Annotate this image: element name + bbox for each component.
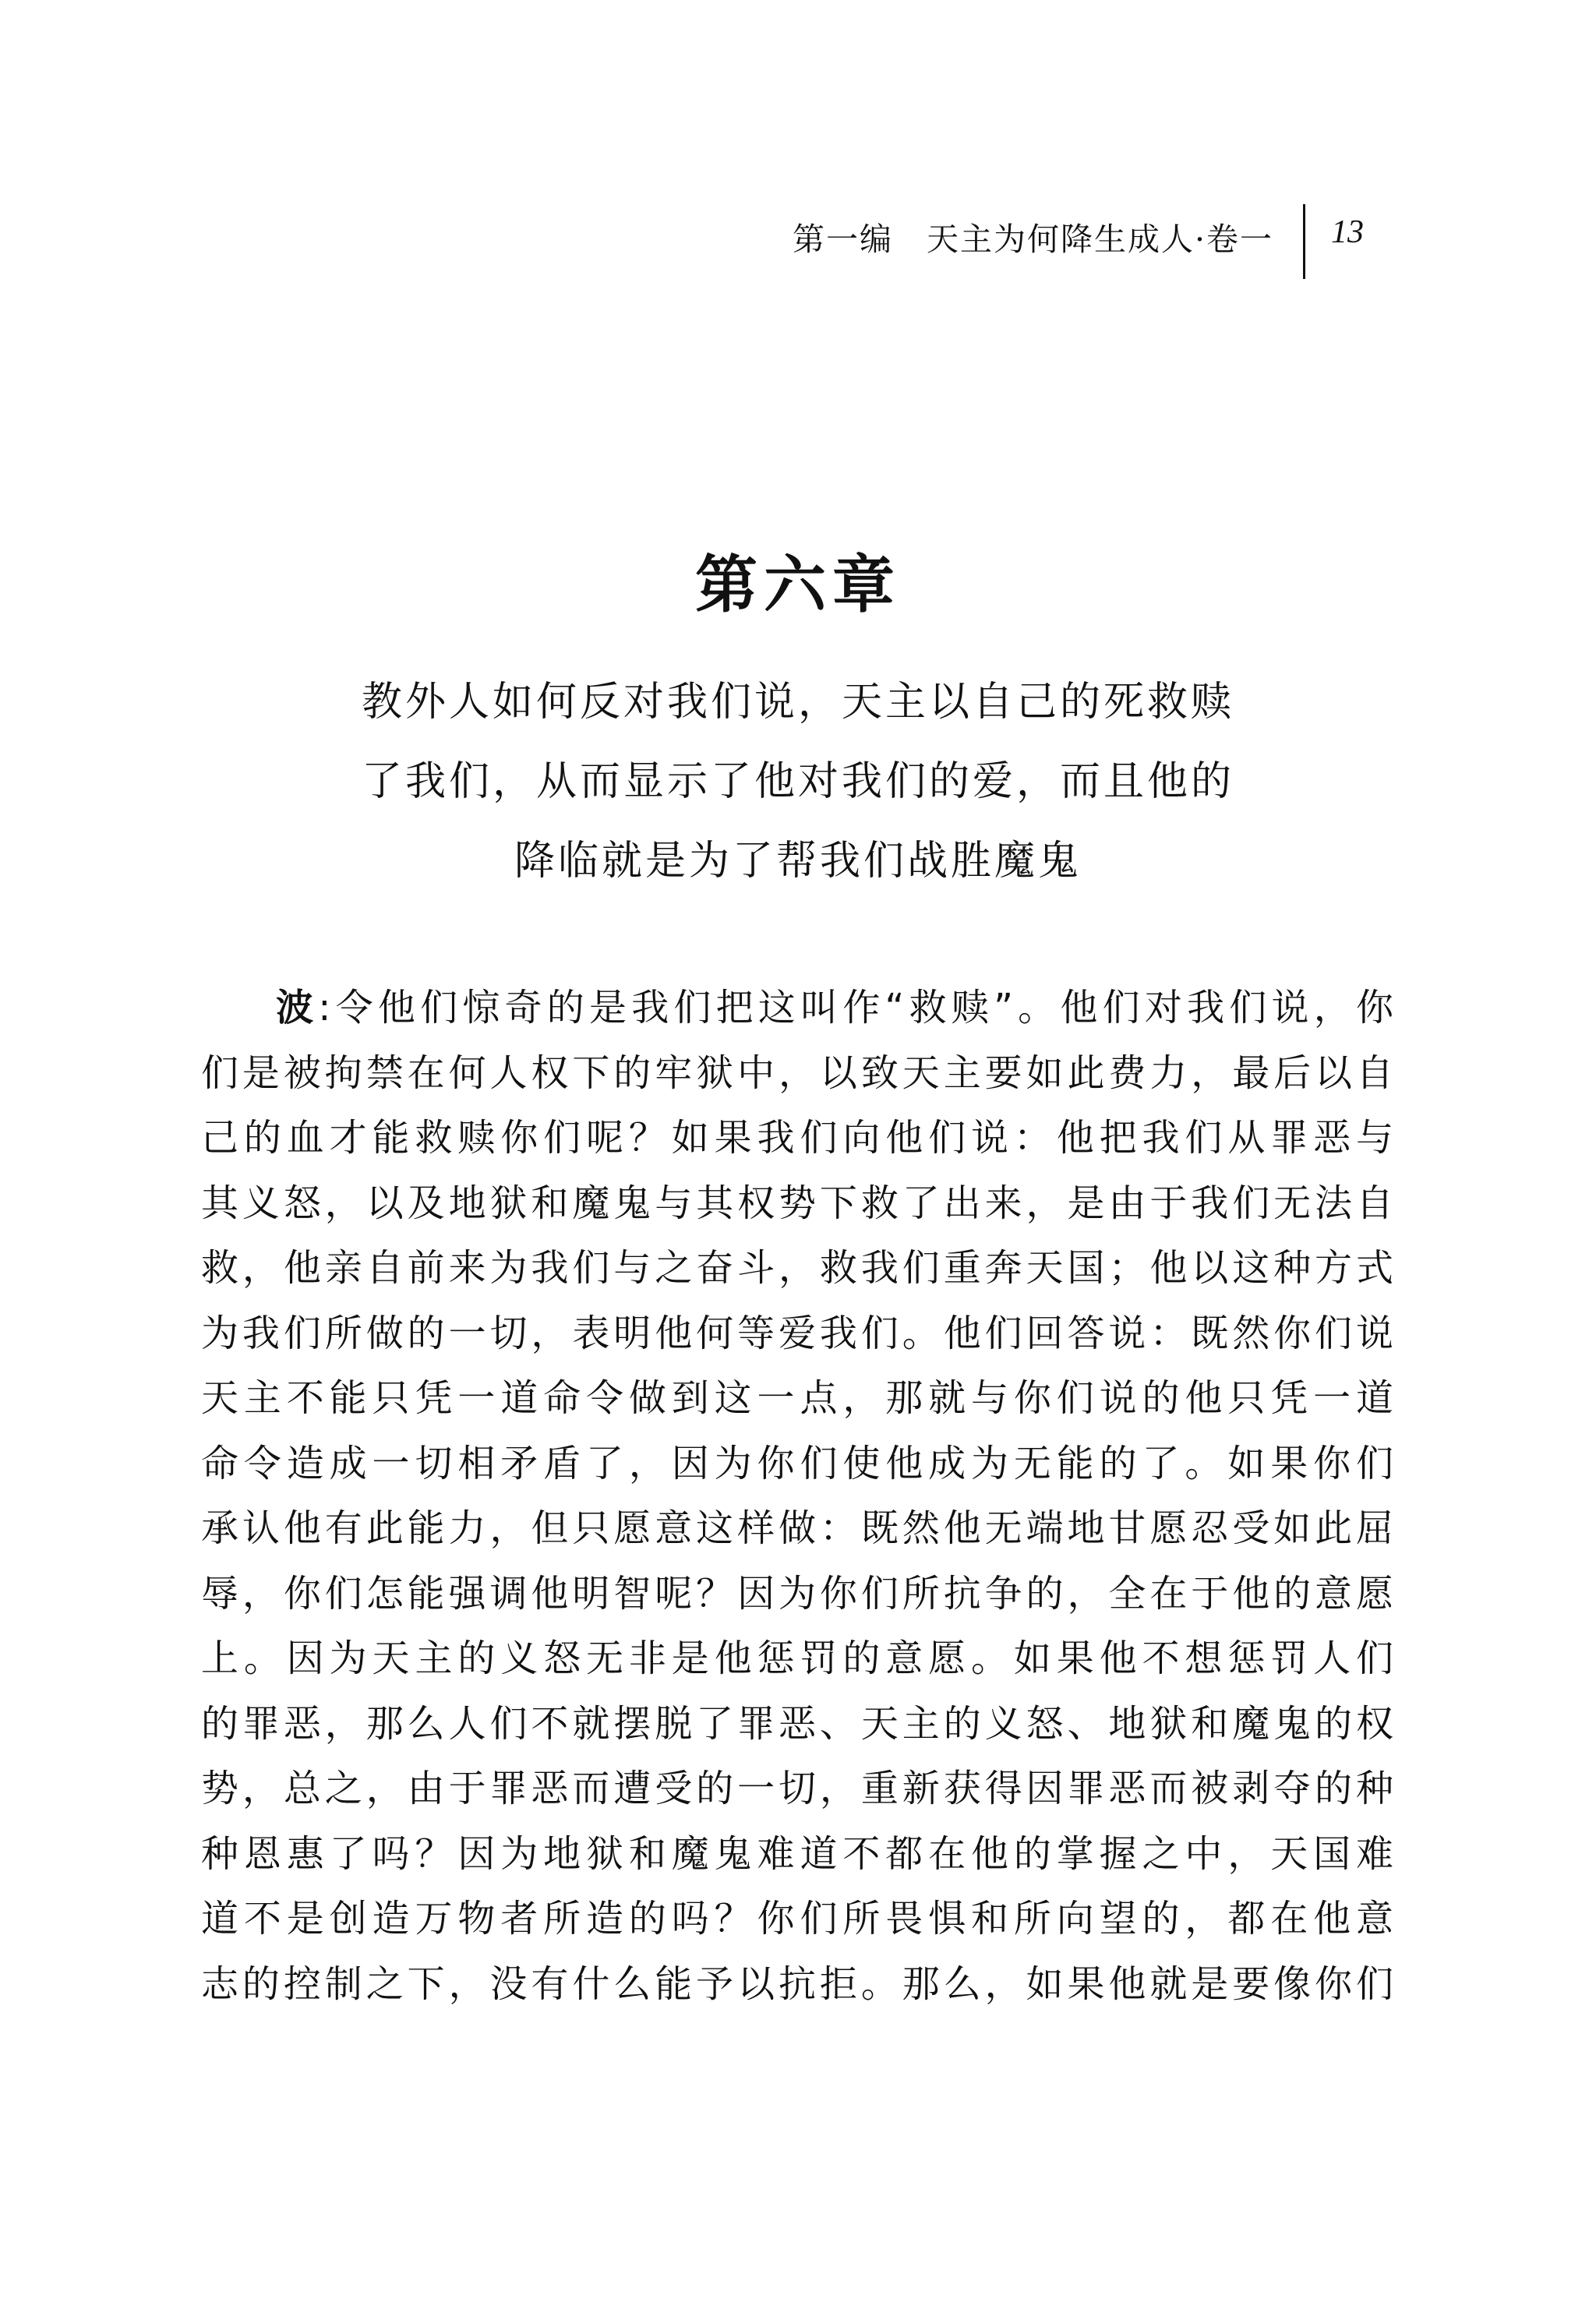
text-line: 己的血才能救赎你们呢？如果我们向他们说：他把我们从罪恶与 [201, 1116, 1393, 1160]
text-line: 势，总之，由于罪恶而遭受的一切，重新获得因罪恶而被剥夺的种 [201, 1767, 1393, 1810]
running-header [748, 204, 1372, 282]
chapter-subtitle-line: 了我们，从而显示了他对我们的爱，而且他的 [361, 758, 1234, 805]
chapter-subtitle-line: 教外人如何反对我们说，天主以自己的死救赎 [361, 679, 1234, 726]
text-line: 天主不能只凭一道命令做到这一点，那就与你们说的他只凭一道 [201, 1376, 1393, 1420]
speaker-label: 波 [276, 986, 319, 1029]
text-line: 命令造成一切相矛盾了，因为你们使他成为无能的了。如果你们 [201, 1441, 1393, 1485]
body-paragraph [201, 976, 1393, 2017]
text-line-content: :令他们惊奇的是我们把这叫作“救赎”。他们对我们说，你 [318, 986, 1393, 1029]
text-line: 辱，你们怎能强调他明智呢？因为你们所抗争的，全在于他的意愿 [201, 1571, 1393, 1616]
page-number: 13 [1331, 214, 1364, 250]
text-line: 道不是创造万物者所造的吗？你们所畏惧和所向望的，都在他意 [201, 1897, 1393, 1940]
text-line: 们是被拘禁在何人权下的牢狱中，以致天主要如此费力，最后以自 [201, 1051, 1393, 1095]
running-header-title: 第一编 天主为何降生成人·卷一 [792, 221, 1273, 258]
text-line: 为我们所做的一切，表明他何等爱我们。他们回答说：既然你们说 [201, 1311, 1393, 1355]
header-divider [1303, 204, 1305, 279]
chapter-title: 第六章 [695, 548, 901, 621]
text-line: 种恩惠了吗？因为地狱和魔鬼难道不都在他的掌握之中，天国难 [201, 1831, 1393, 1876]
text-line: 志的控制之下，没有什么能予以抗拒。那么，如果他就是要像你们 [201, 1962, 1393, 2006]
text-line: 的罪恶，那么人们不就摆脱了罪恶、天主的义怒、地狱和魔鬼的权 [201, 1701, 1393, 1746]
text-line: 承认他有此能力，但只愿意这样做：既然他无端地甘愿忍受如此屈 [201, 1506, 1393, 1550]
chapter-subtitle [0, 662, 1596, 901]
chapter-subtitle-line: 降临就是为了帮我们战胜魔鬼 [514, 838, 1082, 885]
text-line: 上。因为天主的义怒无非是他惩罚的意愿。如果他不想惩罚人们 [201, 1637, 1393, 1680]
text-line [201, 976, 1393, 1041]
text-line: 救，他亲自前来为我们与之奋斗，救我们重奔天国；他以这种方式 [201, 1246, 1393, 1290]
text-line: 其义怒，以及地狱和魔鬼与其权势下救了出来，是由于我们无法自 [201, 1181, 1393, 1225]
